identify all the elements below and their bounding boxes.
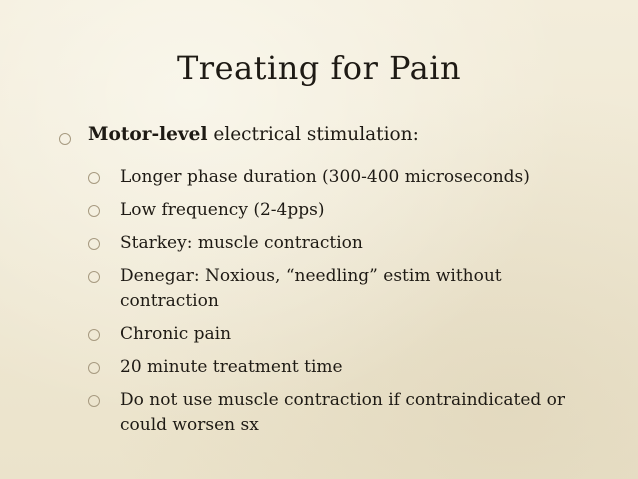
bullet-ring-icon: [88, 362, 100, 374]
bullet-ring-icon: [88, 395, 100, 407]
bullet-ring-icon: [88, 172, 100, 184]
bullet-ring-icon: [88, 205, 100, 217]
slide-title: Treating for Pain: [176, 49, 462, 87]
main-bullet-text: [88, 124, 419, 145]
sub-bullet-6: 20 minute treatment time: [120, 357, 343, 377]
sub-bullet-4: Denegar: Noxious, “needling” estim without contraction: [120, 266, 502, 311]
sub-bullet-3: Starkey: muscle contraction: [120, 233, 363, 253]
bullet-ring-icon: [88, 271, 100, 283]
main-bullet-rest: electrical stimulation:: [207, 124, 419, 145]
main-bullet-bold: Motor-level: [88, 124, 208, 145]
sub-bullet-1: Longer phase duration (300-400 microseconds): [120, 167, 530, 187]
sub-bullet-5: Chronic pain: [120, 324, 232, 344]
bullet-ring-icon: [59, 133, 71, 145]
bullet-ring-icon: [88, 329, 100, 341]
bullet-ring-icon: [88, 238, 100, 250]
sub-bullet-2: Low frequency (2-4pps): [120, 200, 325, 220]
sub-bullet-7: Do not use muscle contraction if contraindicated or could worsen sx: [120, 390, 566, 435]
